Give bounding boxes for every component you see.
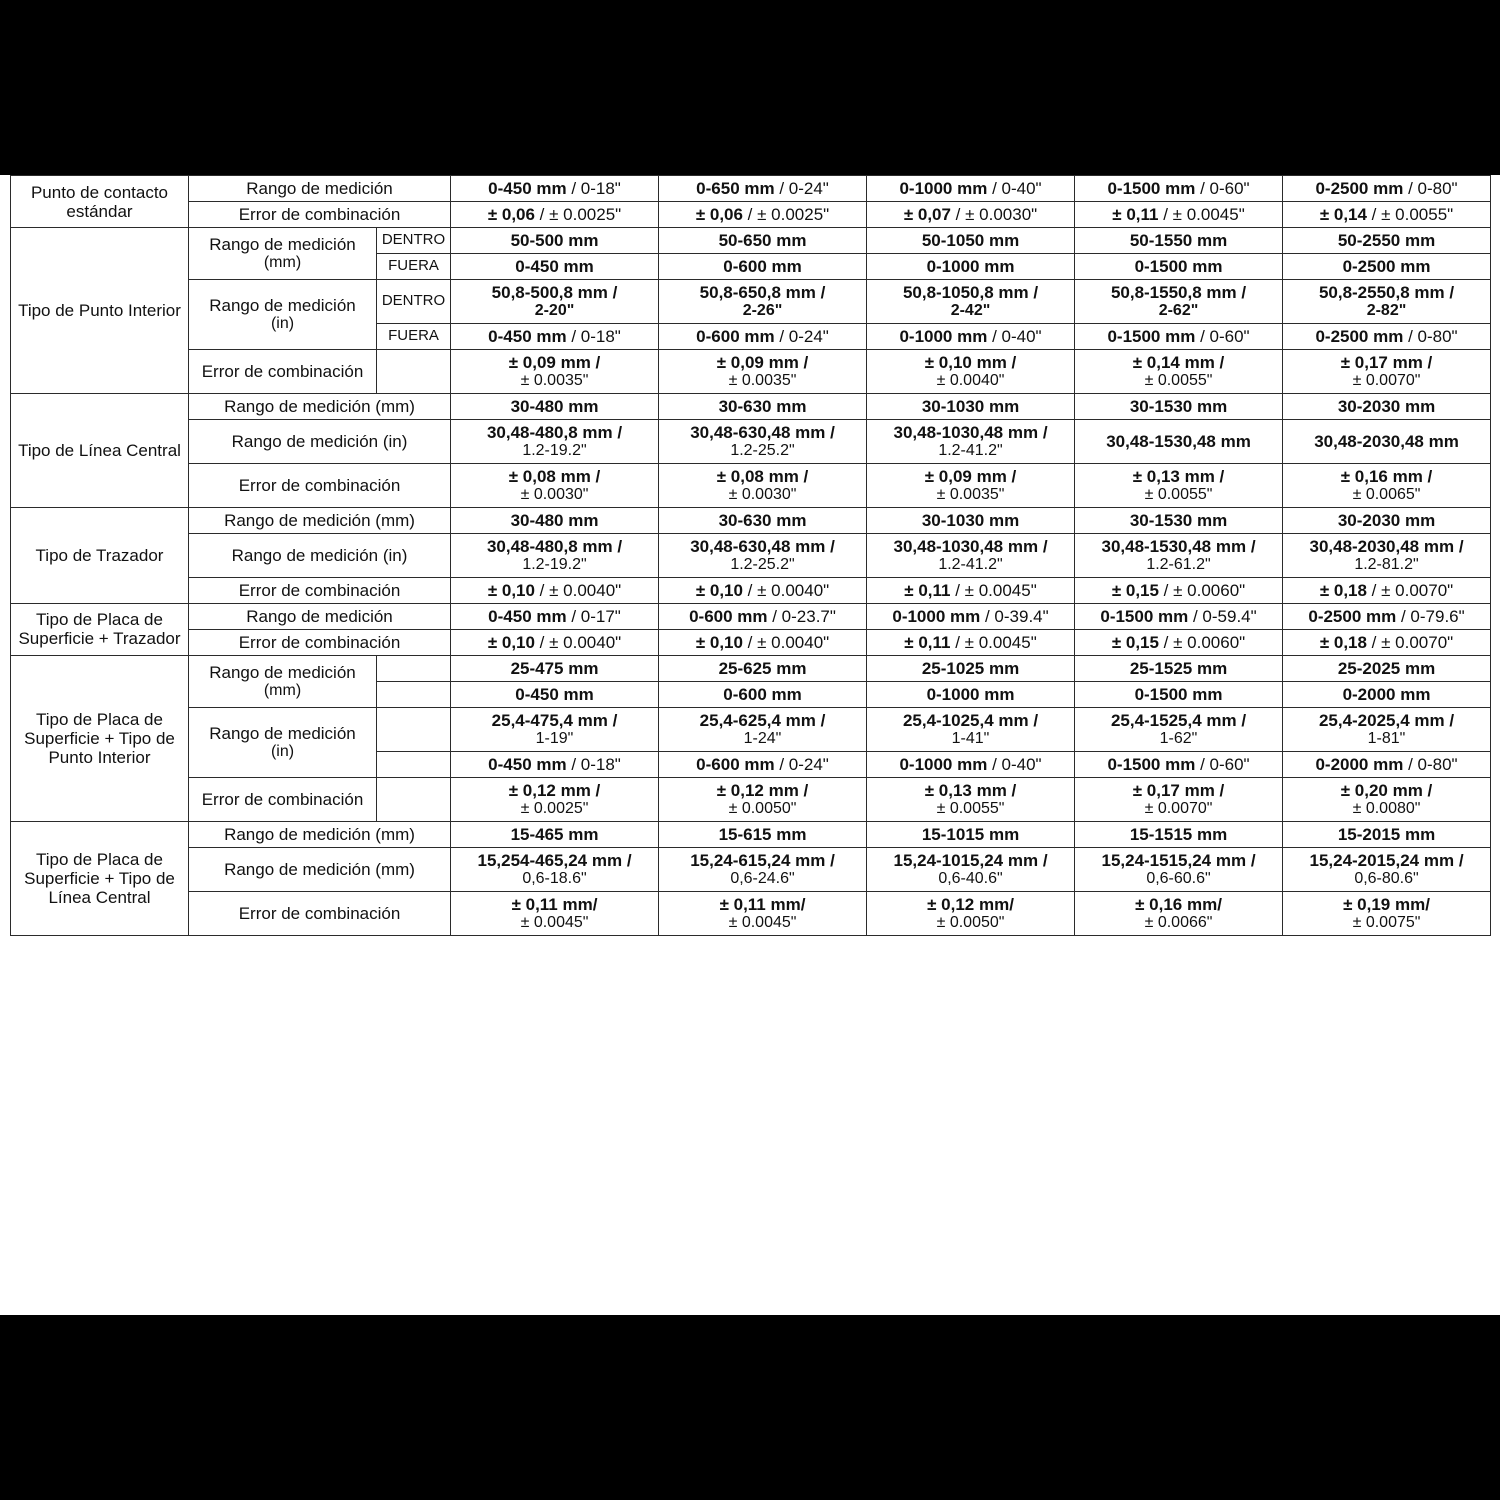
parameter-sublabel: DENTRO — [377, 228, 451, 254]
parameter-label: Rango de medición (in) — [189, 708, 377, 778]
value-cell: 0-450 mm / 0-18ʺ — [451, 324, 659, 350]
value-cell: 0-1000 mm / 0-40ʺ — [867, 324, 1075, 350]
value-cell: ± 0,07 / ± 0.0030ʺ — [867, 202, 1075, 228]
value-cell: 0-2000 mm / 0-80ʺ — [1283, 752, 1491, 778]
value-cell: 0-600 mm / 0-24ʺ — [659, 752, 867, 778]
value-cell: ± 0,11 mm/ ± 0.0045ʺ — [451, 891, 659, 935]
table-row — [11, 848, 1491, 892]
value-cell: ± 0,16 mm/ ± 0.0066ʺ — [1075, 891, 1283, 935]
parameter-sublabel — [377, 708, 451, 752]
table-row — [11, 176, 1491, 202]
parameter-label: Rango de medición — [189, 603, 451, 629]
value-cell: 0-600 mm — [659, 682, 867, 708]
value-cell: 0-2500 mm — [1283, 254, 1491, 280]
value-cell: 50,8-1050,8 mm / 2-42ʺ — [867, 280, 1075, 324]
value-cell: 25,4-625,4 mm / 1-24ʺ — [659, 708, 867, 752]
parameter-label: Error de combinación — [189, 464, 451, 508]
row-group-header: Tipo de Línea Central — [11, 394, 189, 508]
parameter-sublabel — [377, 778, 451, 822]
value-cell: 30-630 mm — [659, 394, 867, 420]
value-cell: ± 0,06 / ± 0.0025ʺ — [659, 202, 867, 228]
value-cell: 30-480 mm — [451, 507, 659, 533]
value-cell: 15,24-2015,24 mm / 0,6-80.6ʺ — [1283, 848, 1491, 892]
value-cell: 15,24-1515,24 mm / 0,6-60.6ʺ — [1075, 848, 1283, 892]
value-cell: 30,48-1030,48 mm / 1.2-41.2ʺ — [867, 533, 1075, 577]
value-cell: 0-450 mm — [451, 254, 659, 280]
value-cell: 50,8-2550,8 mm / 2-82ʺ — [1283, 280, 1491, 324]
parameter-sublabel: FUERA — [377, 254, 451, 280]
value-cell: ± 0,12 mm / ± 0.0025ʺ — [451, 778, 659, 822]
row-group-header: Punto de contacto estándar — [11, 176, 189, 228]
value-cell: 0-1500 mm — [1075, 682, 1283, 708]
value-cell: 0-1000 mm — [867, 254, 1075, 280]
value-cell: 15-465 mm — [451, 821, 659, 847]
value-cell: 30-2030 mm — [1283, 507, 1491, 533]
value-cell: 30,48-630,48 mm / 1.2-25.2ʺ — [659, 420, 867, 464]
value-cell: ± 0,15 / ± 0.0060ʺ — [1075, 629, 1283, 655]
value-cell: ± 0,10 / ± 0.0040ʺ — [451, 629, 659, 655]
value-cell: 15-615 mm — [659, 821, 867, 847]
parameter-sublabel: FUERA — [377, 324, 451, 350]
spec-table-sheet — [0, 175, 1500, 1315]
table-row — [11, 280, 1491, 324]
value-cell: 0-1500 mm — [1075, 254, 1283, 280]
value-cell: ± 0,09 mm / ± 0.0035ʺ — [659, 350, 867, 394]
table-row — [11, 821, 1491, 847]
parameter-sublabel — [377, 656, 451, 682]
value-cell: ± 0,12 mm/ ± 0.0050ʺ — [867, 891, 1075, 935]
value-cell: 50,8-500,8 mm / 2-20ʺ — [451, 280, 659, 324]
value-cell: 0-450 mm — [451, 682, 659, 708]
value-cell: 0-1500 mm / 0-60ʺ — [1075, 324, 1283, 350]
value-cell: 15,254-465,24 mm / 0,6-18.6ʺ — [451, 848, 659, 892]
value-cell: ± 0,10 / ± 0.0040ʺ — [659, 629, 867, 655]
parameter-sublabel: DENTRO — [377, 280, 451, 324]
parameter-label: Error de combinación — [189, 629, 451, 655]
value-cell: 0-1000 mm / 0-40ʺ — [867, 752, 1075, 778]
parameter-label: Error de combinación — [189, 350, 377, 394]
value-cell: ± 0,12 mm / ± 0.0050ʺ — [659, 778, 867, 822]
value-cell: 0-1000 mm — [867, 682, 1075, 708]
table-row — [11, 891, 1491, 935]
value-cell: 50,8-650,8 mm / 2-26ʺ — [659, 280, 867, 324]
table-row — [11, 656, 1491, 682]
value-cell: ± 0,11 mm/ ± 0.0045ʺ — [659, 891, 867, 935]
parameter-label: Rango de medición (mm) — [189, 228, 377, 280]
value-cell: 30,48-1530,48 mm / 1.2-61.2ʺ — [1075, 533, 1283, 577]
value-cell: ± 0,13 mm / ± 0.0055ʺ — [867, 778, 1075, 822]
value-cell: 0-1000 mm / 0-39.4ʺ — [867, 603, 1075, 629]
value-cell: ± 0,11 / ± 0.0045ʺ — [867, 629, 1075, 655]
value-cell: 30-2030 mm — [1283, 394, 1491, 420]
value-cell: 30,48-630,48 mm / 1.2-25.2ʺ — [659, 533, 867, 577]
value-cell: ± 0,18 / ± 0.0070ʺ — [1283, 577, 1491, 603]
value-cell: 15-1015 mm — [867, 821, 1075, 847]
table-row — [11, 629, 1491, 655]
value-cell: 0-1500 mm / 0-60ʺ — [1075, 752, 1283, 778]
value-cell: 50-2550 mm — [1283, 228, 1491, 254]
value-cell: 0-1500 mm / 0-60ʺ — [1075, 176, 1283, 202]
value-cell: ± 0,10 / ± 0.0040ʺ — [451, 577, 659, 603]
value-cell: 30-480 mm — [451, 394, 659, 420]
value-cell: 15,24-615,24 mm / 0,6-24.6ʺ — [659, 848, 867, 892]
value-cell: 30-1030 mm — [867, 507, 1075, 533]
value-cell: 50-1550 mm — [1075, 228, 1283, 254]
table-row — [11, 507, 1491, 533]
specification-table — [10, 175, 1491, 936]
table-row — [11, 350, 1491, 394]
table-row — [11, 603, 1491, 629]
table-row — [11, 533, 1491, 577]
table-row — [11, 464, 1491, 508]
parameter-label: Error de combinación — [189, 577, 451, 603]
value-cell: 30,48-2030,48 mm — [1283, 420, 1491, 464]
row-group-header: Tipo de Punto Interior — [11, 228, 189, 394]
value-cell: ± 0,09 mm / ± 0.0035ʺ — [451, 350, 659, 394]
parameter-label: Rango de medición (mm) — [189, 656, 377, 708]
value-cell: ± 0,20 mm / ± 0.0080ʺ — [1283, 778, 1491, 822]
value-cell: 50-650 mm — [659, 228, 867, 254]
value-cell: 0-450 mm / 0-17ʺ — [451, 603, 659, 629]
parameter-label: Rango de medición (in) — [189, 420, 451, 464]
value-cell: 25,4-1025,4 mm / 1-41ʺ — [867, 708, 1075, 752]
parameter-label: Error de combinación — [189, 891, 451, 935]
value-cell: ± 0,06 / ± 0.0025ʺ — [451, 202, 659, 228]
value-cell: 0-600 mm / 0-23.7ʺ — [659, 603, 867, 629]
parameter-label: Error de combinación — [189, 778, 377, 822]
value-cell: ± 0,18 / ± 0.0070ʺ — [1283, 629, 1491, 655]
value-cell: 0-450 mm / 0-18ʺ — [451, 752, 659, 778]
value-cell: 30,48-2030,48 mm / 1.2-81.2ʺ — [1283, 533, 1491, 577]
value-cell: 25-1525 mm — [1075, 656, 1283, 682]
parameter-label: Error de combinación — [189, 202, 451, 228]
parameter-sublabel — [377, 350, 451, 394]
value-cell: ± 0,15 / ± 0.0060ʺ — [1075, 577, 1283, 603]
value-cell: 0-2500 mm / 0-80ʺ — [1283, 176, 1491, 202]
value-cell: 25-2025 mm — [1283, 656, 1491, 682]
value-cell: ± 0,11 / ± 0.0045ʺ — [1075, 202, 1283, 228]
parameter-sublabel — [377, 752, 451, 778]
value-cell: 30-1530 mm — [1075, 394, 1283, 420]
value-cell: ± 0,10 / ± 0.0040ʺ — [659, 577, 867, 603]
value-cell: ± 0,13 mm / ± 0.0055ʺ — [1075, 464, 1283, 508]
value-cell: ± 0,10 mm / ± 0.0040ʺ — [867, 350, 1075, 394]
value-cell: ± 0,08 mm / ± 0.0030ʺ — [451, 464, 659, 508]
parameter-label: Rango de medición (mm) — [189, 821, 451, 847]
value-cell: ± 0,11 / ± 0.0045ʺ — [867, 577, 1075, 603]
value-cell: 30,48-1530,48 mm — [1075, 420, 1283, 464]
value-cell: 30-1530 mm — [1075, 507, 1283, 533]
value-cell: ± 0,09 mm / ± 0.0035ʺ — [867, 464, 1075, 508]
parameter-label: Rango de medición (mm) — [189, 848, 451, 892]
table-row — [11, 420, 1491, 464]
value-cell: ± 0,19 mm/ ± 0.0075ʺ — [1283, 891, 1491, 935]
value-cell: 25-1025 mm — [867, 656, 1075, 682]
value-cell: 0-1000 mm / 0-40ʺ — [867, 176, 1075, 202]
value-cell: 0-2500 mm / 0-80ʺ — [1283, 324, 1491, 350]
value-cell: 15-2015 mm — [1283, 821, 1491, 847]
parameter-label: Rango de medición — [189, 176, 451, 202]
parameter-label: Rango de medición (in) — [189, 280, 377, 350]
table-body — [11, 176, 1491, 936]
value-cell: 25,4-2025,4 mm / 1-81ʺ — [1283, 708, 1491, 752]
row-group-header: Tipo de Placa de Superficie + Tipo de Línea Central — [11, 821, 189, 935]
value-cell: ± 0,14 / ± 0.0055ʺ — [1283, 202, 1491, 228]
parameter-label: Rango de medición (mm) — [189, 507, 451, 533]
value-cell: ± 0,08 mm / ± 0.0030ʺ — [659, 464, 867, 508]
value-cell: ± 0,16 mm / ± 0.0065ʺ — [1283, 464, 1491, 508]
value-cell: 0-2500 mm / 0-79.6ʺ — [1283, 603, 1491, 629]
value-cell: 0-450 mm / 0-18ʺ — [451, 176, 659, 202]
value-cell: 30,48-480,8 mm / 1.2-19.2ʺ — [451, 420, 659, 464]
value-cell: 30-1030 mm — [867, 394, 1075, 420]
table-row — [11, 228, 1491, 254]
value-cell: 25,4-1525,4 mm / 1-62ʺ — [1075, 708, 1283, 752]
parameter-label: Rango de medición (mm) — [189, 394, 451, 420]
value-cell: 25-625 mm — [659, 656, 867, 682]
row-group-header: Tipo de Trazador — [11, 507, 189, 603]
table-row — [11, 202, 1491, 228]
parameter-label: Rango de medición (in) — [189, 533, 451, 577]
value-cell: 50-1050 mm — [867, 228, 1075, 254]
value-cell: 30,48-480,8 mm / 1.2-19.2ʺ — [451, 533, 659, 577]
table-row — [11, 577, 1491, 603]
row-group-header: Tipo de Placa de Superficie + Trazador — [11, 603, 189, 655]
table-row — [11, 394, 1491, 420]
value-cell: 30-630 mm — [659, 507, 867, 533]
value-cell: 50-500 mm — [451, 228, 659, 254]
parameter-sublabel — [377, 682, 451, 708]
value-cell: 0-600 mm — [659, 254, 867, 280]
value-cell: 0-2000 mm — [1283, 682, 1491, 708]
value-cell: 50,8-1550,8 mm / 2-62ʺ — [1075, 280, 1283, 324]
row-group-header: Tipo de Placa de Superficie + Tipo de Punto Interior — [11, 656, 189, 822]
value-cell: 0-1500 mm / 0-59.4ʺ — [1075, 603, 1283, 629]
value-cell: 15,24-1015,24 mm / 0,6-40.6ʺ — [867, 848, 1075, 892]
value-cell: 25-475 mm — [451, 656, 659, 682]
value-cell: 25,4-475,4 mm / 1-19ʺ — [451, 708, 659, 752]
table-row — [11, 708, 1491, 752]
value-cell: 0-650 mm / 0-24ʺ — [659, 176, 867, 202]
value-cell: 0-600 mm / 0-24ʺ — [659, 324, 867, 350]
table-row — [11, 778, 1491, 822]
value-cell: 30,48-1030,48 mm / 1.2-41.2ʺ — [867, 420, 1075, 464]
value-cell: 15-1515 mm — [1075, 821, 1283, 847]
value-cell: ± 0,17 mm / ± 0.0070ʺ — [1075, 778, 1283, 822]
value-cell: ± 0,14 mm / ± 0.0055ʺ — [1075, 350, 1283, 394]
value-cell: ± 0,17 mm / ± 0.0070ʺ — [1283, 350, 1491, 394]
